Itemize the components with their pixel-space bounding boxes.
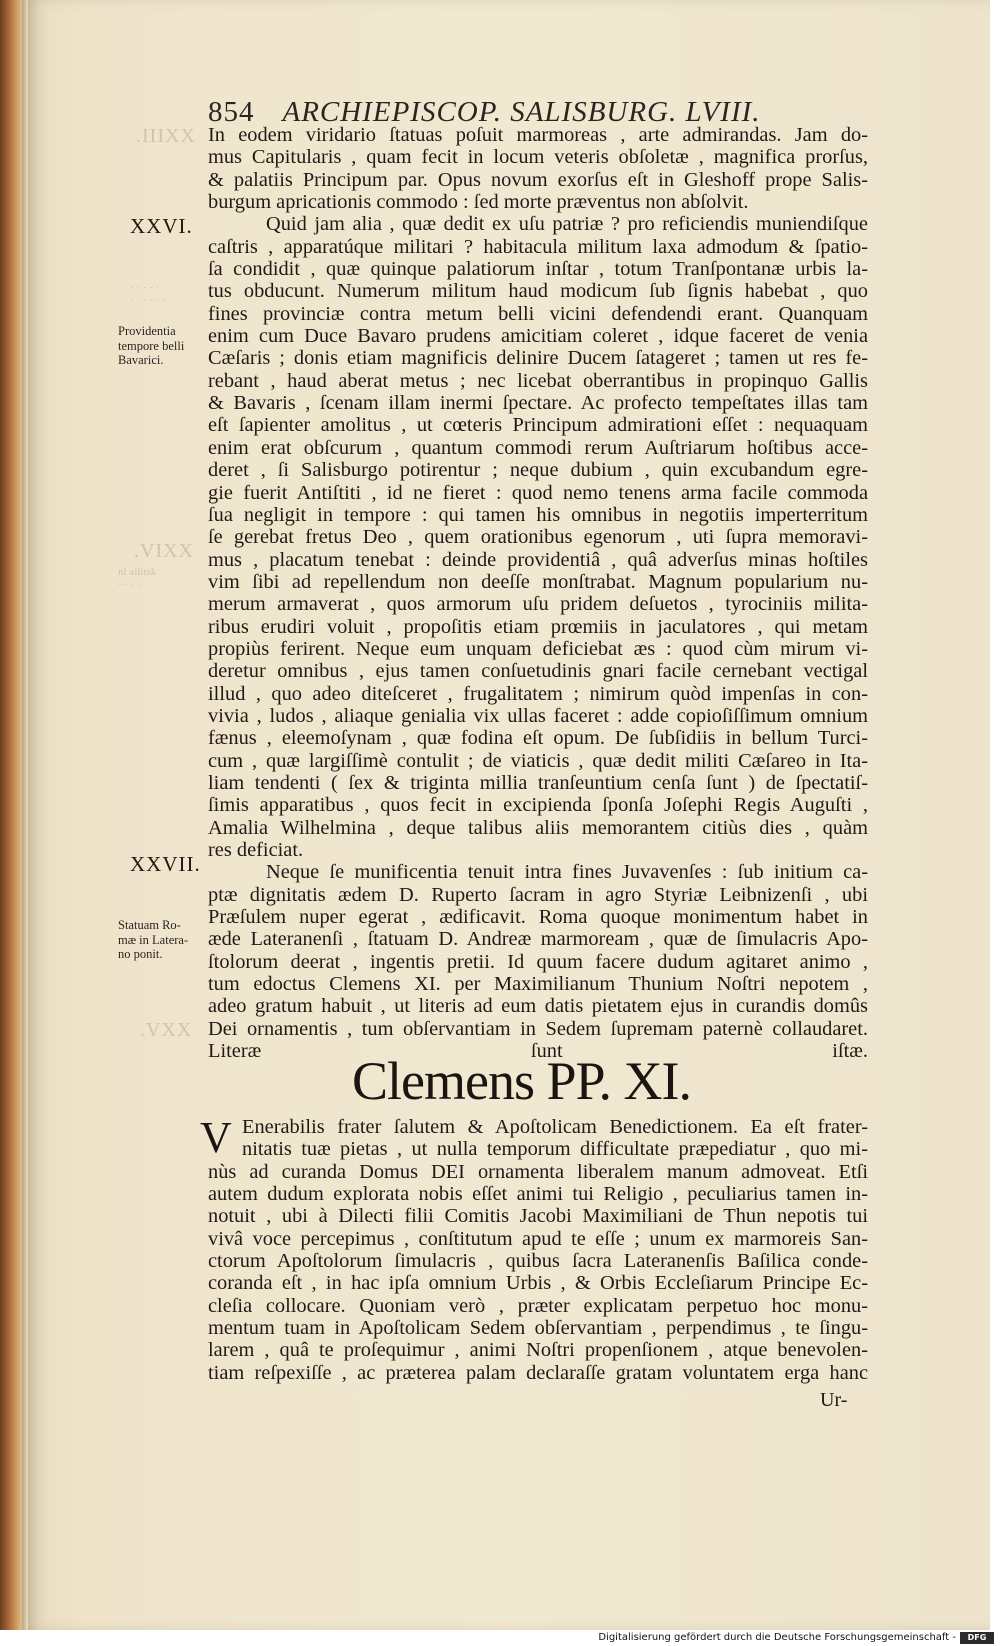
book-spine [0,0,22,1646]
section-number-xxvii: XXVII. [130,852,201,876]
section-number-xxvi: XXVI. [130,214,193,238]
text-line: vim ſibi ad repellendum non deeſſe monſtrabat. Magnum popularium nu- [208,570,868,593]
letter-line: ctorum Apoſtolorum ſimulacris , quibus ſacra Lateranenſis Baſilica conde- [208,1250,868,1273]
showthrough-mark: .IIIXX [136,125,196,147]
text-line: mus , placatum tenebat : deinde providentiâ , quâ adverſus minas hoſtiles [208,548,868,571]
text-line: Præſulem nuper egerat , ædificavit. Roma quoque monimentum habet in [208,906,868,929]
running-title: ARCHIEPISCOP. SALISBURG. LVIII. [282,96,761,128]
text-line: Amalia Wilhelmina , deque talibus aliis memorantem citiùs dies , quàm [208,816,868,839]
text-line: burgum apricationis commodo : ſed morte præventus non abſolvit. [208,191,749,214]
letter-line: nùs ad curanda Domus DEI ornamenta liberalem manum admoveat. Etſi [208,1160,868,1183]
text-line: res deficiat. [208,839,304,861]
text-line: Quid jam alia , quæ dedit ex uſu patriæ ? pro reficiendis muniendiſque [266,213,868,236]
letter-line: notuit , ubi à Dilecti filii Comitis Jacobi Maximiliani de Thun nepotis tui [208,1205,868,1228]
letter-line: vivâ voce percepimus , conſtitutum apud te eſſe ; unum ex marmoreis San- [208,1227,868,1250]
page-number: 854 [208,96,255,128]
text-line: liam tendenti ( ſex & triginta millia tranſeuntium cenſa ſunt ) de ſpectatiſ- [208,771,868,794]
text-line: gie fuerit Antiſtiti , id ne fieret : quod nemo tenens arma facile commoda [208,481,868,504]
text-line: tus obducunt. Numerum militum haud modicum ſub ſignis habebat , quo [208,280,868,303]
letter-line: nitatis tuæ pietas , ut nulla temporum difficultate præpediatur , quo mi- [242,1138,868,1161]
letter-line: larem , quâ te proſequimur , animi Noſtri propenſionem , atque benevolen- [208,1339,868,1362]
showthrough-mark: .VXX [140,1019,193,1041]
marginal-line: Bavarici. [118,353,164,367]
letter-line: autem dudum explorata nobis eſſet animi tui Religio , peculiarius tamen in- [208,1183,868,1206]
text-line: ptæ dignitatis ædem D. Ruperto ſacram in agro Styriæ Leibnizenſi , ubi [208,883,868,906]
text-line: cum , quæ largiſſimè contulit ; de viaticis , quæ dedit militi Cæſareo in Ita- [208,749,868,772]
text-line: ribus erudiri voluit , propoſitis etiam prœmiis in jaculatores , qui metam [208,615,868,638]
text-line: deret , ſi Salisburgo potirentur ; neque dubium , quin excubandum egre- [208,459,868,482]
showthrough-mark: ni ailitsk · · · · [118,566,157,591]
letter-line: Enerabilis frater ſalutem & Apoſtolicam Benedictionem. Ea eſt frater- [242,1116,868,1138]
text-line: adeo gratum habuit , ut literis ad eum datis pietatem ejus in curandis domûs [208,995,868,1018]
text-line: enim erat obſcurum , quantum commodi rerum Auſtriarum hoſtibus acce- [208,436,868,459]
marginal-line: Providentia [118,324,176,338]
text-line: In eodem viridario ſtatuas poſuit marmoreas , arte admirandas. Jam do- [208,124,868,146]
marginal-note-statuam [118,918,210,962]
text-line: fines provinciæ contra metum belli vicini defendendi erant. Quanquam [208,302,868,325]
text-line: & Bavaris , ſcenam illam inermi ſpectare. Ac profecto tempeſtates illas tam [208,392,868,415]
text-line: rebant , haud aberat metus ; nec licebat oberrantibus in propinquo Gallis [208,369,868,392]
marginal-line: no ponit. [118,947,163,961]
letter-heading: Clemens PP. XI. [352,1051,692,1111]
letter-line: mentum tuam in Apoſtolicam Sedem obſervantiam , perpendimus , te ſingu- [208,1317,868,1340]
text-line: æde Lateranenſi , ſtatuam D. Andreæ marmoream , quæ de ſimulacris Apo- [208,928,868,951]
text-line: ſa condidit , quæ quinque palatiorum inſtar , totum Tranſpontanæ urbis la- [208,258,868,281]
text-line: ſtolorum deerat , ingentis pretii. Id quum facere dudum agitaret animo , [208,950,868,973]
showthrough-mark: .VIXX [134,540,194,562]
text-line: fænus , eleemoſynam , quæ fodina eſt opum. De ſubſidiis in bellum Turci- [208,727,868,750]
showthrough-mark: · · · · · · · · · · · [130,282,166,307]
marginal-note-providentia [118,324,210,368]
text-line: enim cum Duce Bavaro prudens amicitiam coleret , idque faceret de venia [208,325,868,348]
text-line: ſimis apparatibus , quos fecit in excipienda ſponſa Joſephi Regis Auguſti , [208,794,868,817]
text-line: Cæſaris ; donis etiam magnificis delinire Ducem ſatageret ; tamen ut res fe- [208,347,868,370]
letter-line: coranda eſt , in hac ipſa omnium Urbis , & Orbis Eccleſiarum Principe Ec- [208,1272,868,1295]
text-line: Literæ ſunt iſtæ. [208,1040,868,1063]
text-line: propiùs ferirent. Neque eum unquam deficiebat æs : quod cùm mirum vi- [208,637,868,660]
dfg-logo: DFG [960,1632,994,1644]
letter-line: tiam reſpexiſſe , ac præterea palam declaraſſe gratam voluntatem erga hanc [208,1361,868,1384]
text-line: Neque ſe munificentia tenuit intra fines Juvavenſes : ſub initium ca- [266,861,868,884]
text-line: caſtris , apparatúque militari ? habitacula militum laxa admodum & ſpatio- [208,235,868,258]
text-line: vivia , ludos , aliaque genialia vix ullas faceret : adde copioſiſſimum omnium [208,704,868,727]
drop-capital: V [200,1113,232,1162]
text-line: ſua negligit in tempore : qui tamen his omnibus in negotiis imperterritum [208,503,868,526]
main-text [208,124,868,1062]
text-line: tum edoctus Clemens XI. per Maximilianum Thunium Noſtri nepotem , [208,973,868,996]
digitization-credit: Digitalisierung gefördert durch die Deutsche Forschungsgemeinschaft - [598,1632,956,1643]
text-line: merum armaverat , quos armorum uſu pridem deſuetos , tyrociniis milita- [208,593,868,616]
letter-line: cleſia collocare. Quoniam verò , præter explicatam perpetuo hoc monu- [208,1294,868,1317]
text-line: & palatiis Principum par. Opus novum exorſus eſt in Gleshoff prope Salis- [208,168,868,191]
marginal-line: tempore belli [118,338,185,353]
text-line: Dei ornamentis , tum obſervantiam in Sedem ſupremam paternè collaudaret. [208,1017,868,1040]
text-line: illud , quo adeo diteſceret , frugalitatem ; nimirum quòd impenſas in con- [208,682,868,705]
catchword: Ur- [820,1389,848,1411]
text-line: deretur omnibus , ejus tamen conſuetudinis gnari facile cernebant vectigal [208,660,868,683]
text-line: eſt ſapienter amolitus , ut cœteris Principum admirationi eſſet : nequaquam [208,414,868,437]
marginal-line: mæ in Latera- [118,932,189,947]
text-line: mus Capitularis , quam fecit in locum veteris obſoletæ , magnifica prorſus, [208,146,868,169]
text-line: ſe gerebat fretus Deo , quem orationibus egenorum , uti ſupra memoravi- [208,526,868,549]
marginal-line: Statuam Ro- [118,918,181,932]
papal-letter-text [208,1116,868,1384]
